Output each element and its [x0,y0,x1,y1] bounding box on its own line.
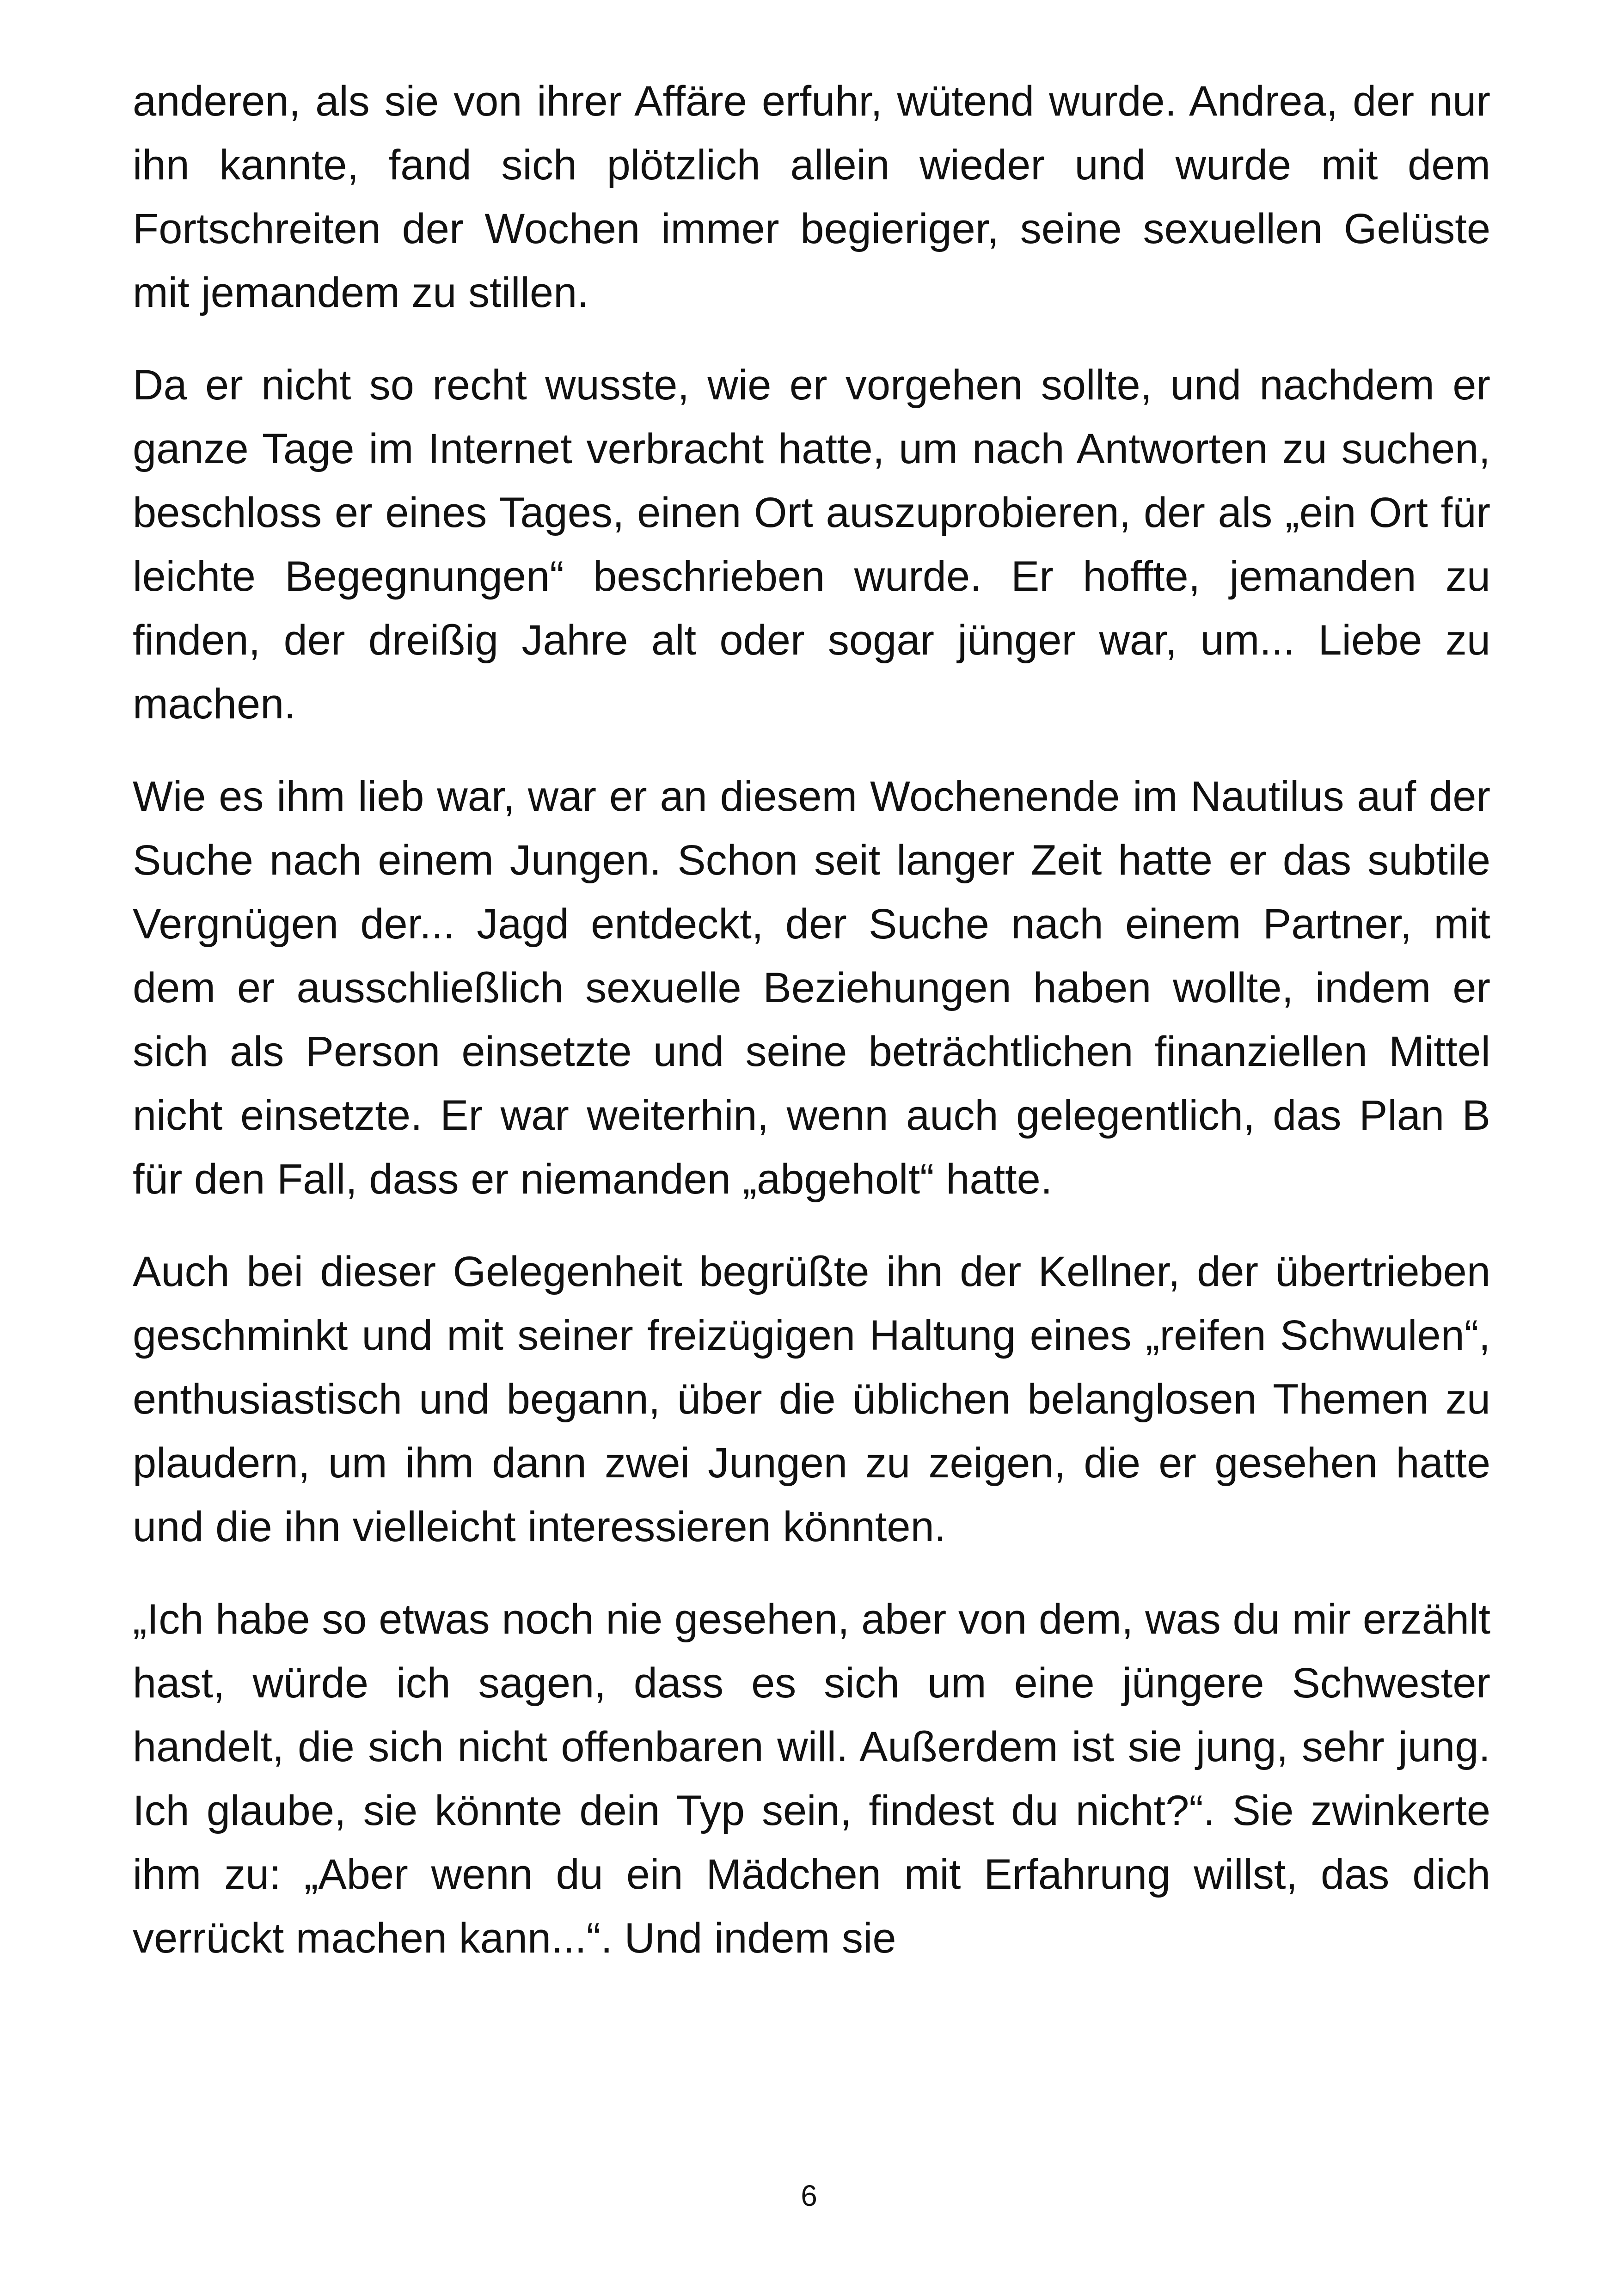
paragraph-1: anderen, als sie von ihrer Affäre erfuhr, wütend wurde. Andrea, der nur ihn kannte, fand sich plötzlich allein wieder und wurde mit dem Fortschreiten der Wochen immer begieriger, seine sexuellen Gelüste mit jemandem zu stillen. [133,78,1490,316]
paragraph-3: Wie es ihm lieb war, war er an diesem Wochenende im Nautilus auf der Suche nach einem Jungen. Schon seit langer Zeit hatte er das subtile Vergnügen der... Jagd entdeckt, der Suche nach einem Partner, mit dem er ausschließlich sexuelle Beziehungen haben wollte, indem er sich als Person einsetzte und seine beträchtlichen finanziellen Mittel nicht einsetzte. Er war weiterhin, wenn auch gelegentlich, das Plan B für den Fall, dass er niemanden „abgeholt“ hatte. [133,773,1490,1203]
page-number: 6 [801,2179,817,2212]
paragraph-5: „Ich habe so etwas noch nie gesehen, aber von dem, was du mir erzählt hast, würde ich sagen, dass es sich um eine jüngere Schwester handelt, die sich nicht offenbaren will. Außerdem ist sie jung, sehr jung. Ich glaube, sie könnte dein Typ sein, findest du nicht?“. Sie zwinkerte ihm zu: „Aber wenn du ein Mädchen mit Erfahrung willst, das dich verrückt machen kann...“. Und indem sie [133,1596,1490,1962]
paragraph-2: Da er nicht so recht wusste, wie er vorgehen sollte, und nachdem er ganze Tage im Internet verbracht hatte, um nach Antworten zu suchen, beschloss er eines Tages, einen Ort auszuprobieren, der als „ein Ort für leichte Begegnungen“ beschrieben wurde. Er hoffte, jemanden zu finden, der dreißig Jahre alt oder sogar jünger war, um... Liebe zu machen. [133,361,1490,728]
body-text [133,69,1490,1970]
paragraph-4: Auch bei dieser Gelegenheit begrüßte ihn der Kellner, der übertrieben geschminkt und mit seiner freizügigen Haltung eines „reifen Schwulen“, enthusiastisch und begann, über die üblichen belanglosen Themen zu plaudern, um ihm dann zwei Jungen zu zeigen, die er gesehen hatte und die ihn vielleicht interessieren könnten. [133,1248,1490,1550]
